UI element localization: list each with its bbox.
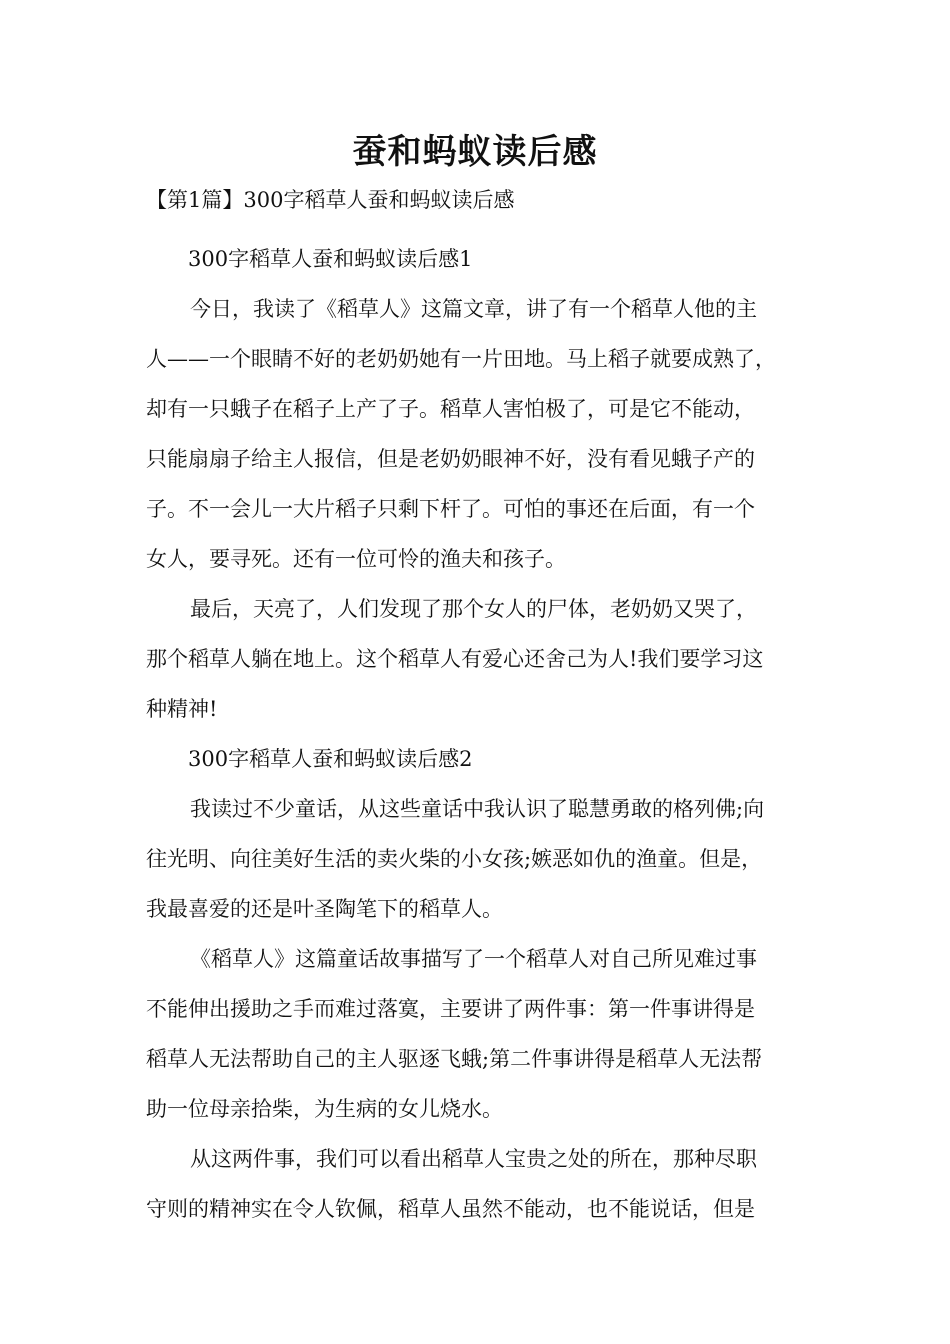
paragraph-line: 不能伸出援助之手而难过落寞，主要讲了两件事：第一件事讲得是 [146, 997, 755, 1021]
paragraph [146, 584, 818, 734]
paragraph-line: 种精神! [146, 697, 218, 721]
paragraph-line: 助一位母亲拾柴，为生病的女儿烧水。 [146, 1097, 503, 1121]
paragraph-line: 我读过不少童话，从这些童话中我认识了聪慧勇敢的格列佛;向 [190, 797, 765, 821]
paragraph-line: 往光明、向往美好生活的卖火柴的小女孩;嫉恶如仇的渔童。但是， [146, 847, 763, 871]
document-title: 蚕和蚂蚁读后感 [352, 132, 598, 172]
paragraph-line: 子。不一会儿一大片稻子只剩下杆了。可怕的事还在后面，有一个 [146, 497, 755, 521]
paragraph-line: 最后，天亮了，人们发现了那个女人的尸体，老奶奶又哭了， [190, 597, 757, 621]
document-body [146, 234, 818, 1234]
paragraph [146, 284, 818, 584]
paragraph-line: 从这两件事，我们可以看出稻草人宝贵之处的所在，那种尽职 [190, 1147, 757, 1171]
subheading: 300字稻草人蚕和蚂蚁读后感2 [188, 747, 473, 771]
paragraph-line: 只能扇扇子给主人报信，但是老奶奶眼神不好，没有看见蛾子产的 [146, 447, 755, 471]
subheading: 300字稻草人蚕和蚂蚁读后感1 [188, 247, 473, 271]
paragraph-line: 今日，我读了《稻草人》这篇文章，讲了有一个稻草人他的主 [190, 297, 757, 321]
paragraph-line: 稻草人无法帮助自己的主人驱逐飞蛾;第二件事讲得是稻草人无法帮 [146, 1047, 763, 1071]
paragraph-line: 人——一个眼睛不好的老奶奶她有一片田地。马上稻子就要成熟了， [146, 347, 776, 371]
section-heading: 【第1篇】300字稻草人蚕和蚂蚁读后感 [146, 188, 515, 212]
paragraph-line: 《稻草人》这篇童话故事描写了一个稻草人对自己所见难过事 [190, 947, 757, 971]
paragraph [146, 934, 818, 1134]
paragraph-line: 那个稻草人躺在地上。这个稻草人有爱心还舍己为人!我们要学习这 [146, 647, 764, 671]
paragraph [146, 784, 818, 934]
paragraph-line: 却有一只蛾子在稻子上产了子。稻草人害怕极了，可是它不能动， [146, 397, 755, 421]
paragraph-line: 女人，要寻死。还有一位可怜的渔夫和孩子。 [146, 547, 566, 571]
paragraph [146, 1134, 818, 1234]
paragraph-line: 我最喜爱的还是叶圣陶笔下的稻草人。 [146, 897, 503, 921]
paragraph-line: 守则的精神实在令人钦佩，稻草人虽然不能动，也不能说话，但是 [146, 1197, 755, 1221]
